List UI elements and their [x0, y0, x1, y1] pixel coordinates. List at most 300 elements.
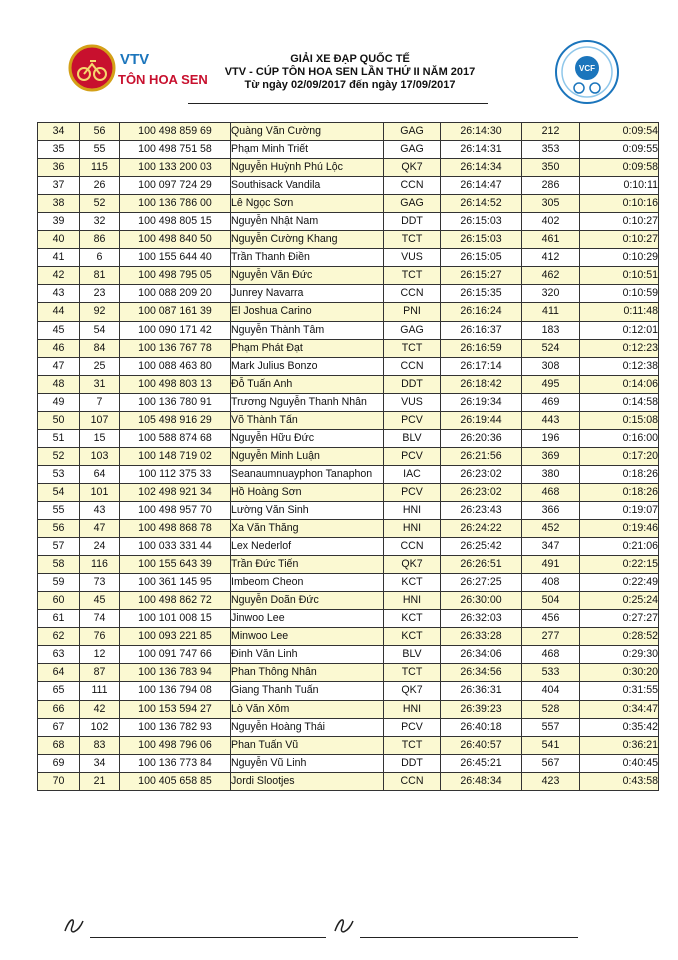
title-block [200, 52, 500, 92]
cell-uci: 100 498 805 15 [120, 213, 231, 231]
cell-bib: 45 [80, 592, 120, 610]
cell-rank: 64 [38, 664, 80, 682]
table-row [38, 213, 659, 231]
cell-time: 26:26:51 [441, 556, 522, 574]
cell-time: 26:18:42 [441, 375, 522, 393]
cell-name: Mark Julius Bonzo [231, 357, 384, 375]
table-row [38, 357, 659, 375]
cell-name: Phạm Phát Đạt [231, 339, 384, 357]
table-row [38, 592, 659, 610]
cell-name: Lường Văn Sinh [231, 501, 384, 519]
cell-time: 26:14:30 [441, 123, 522, 141]
cell-team: BLV [384, 646, 441, 664]
cell-bib: 43 [80, 501, 120, 519]
cell-gap: 0:10:51 [580, 267, 659, 285]
cell-name: Hồ Hoàng Sơn [231, 483, 384, 501]
table-row [38, 411, 659, 429]
cell-gap: 0:30:20 [580, 664, 659, 682]
cell-gap: 0:17:20 [580, 447, 659, 465]
cell-rank: 60 [38, 592, 80, 610]
cell-name: Jinwoo Lee [231, 610, 384, 628]
cell-bib: 111 [80, 682, 120, 700]
cell-time: 26:16:37 [441, 321, 522, 339]
cell-points: 495 [522, 375, 580, 393]
cell-rank: 57 [38, 538, 80, 556]
cell-name: Lê Ngọc Sơn [231, 195, 384, 213]
cell-uci: 100 498 957 70 [120, 501, 231, 519]
cell-time: 26:19:34 [441, 393, 522, 411]
cell-name: Nguyễn Minh Luận [231, 447, 384, 465]
cell-bib: 102 [80, 718, 120, 736]
header-divider [188, 103, 488, 104]
cell-gap: 0:18:26 [580, 465, 659, 483]
cell-points: 305 [522, 195, 580, 213]
cell-uci: 100 155 644 40 [120, 249, 231, 267]
cell-team: GAG [384, 123, 441, 141]
cell-time: 26:15:03 [441, 213, 522, 231]
cell-time: 26:15:05 [441, 249, 522, 267]
cell-bib: 7 [80, 393, 120, 411]
cell-points: 528 [522, 700, 580, 718]
cell-time: 26:27:25 [441, 574, 522, 592]
cell-points: 443 [522, 411, 580, 429]
cell-rank: 54 [38, 483, 80, 501]
cell-time: 26:33:28 [441, 628, 522, 646]
cell-rank: 41 [38, 249, 80, 267]
signature-line-left [90, 937, 326, 938]
cell-time: 26:16:59 [441, 339, 522, 357]
cell-team: QK7 [384, 159, 441, 177]
table-row [38, 754, 659, 772]
cell-team: GAG [384, 141, 441, 159]
cell-bib: 84 [80, 339, 120, 357]
cell-uci: 100 136 773 84 [120, 754, 231, 772]
table-row [38, 339, 659, 357]
cell-gap: 0:15:08 [580, 411, 659, 429]
cell-time: 26:14:34 [441, 159, 522, 177]
cell-gap: 0:10:29 [580, 249, 659, 267]
cell-rank: 70 [38, 772, 80, 790]
cell-points: 366 [522, 501, 580, 519]
cell-bib: 52 [80, 195, 120, 213]
cell-points: 402 [522, 213, 580, 231]
cell-points: 557 [522, 718, 580, 736]
cell-points: 286 [522, 177, 580, 195]
cell-time: 26:15:27 [441, 267, 522, 285]
table-row [38, 483, 659, 501]
table-row [38, 177, 659, 195]
cell-name: Nguyễn Doãn Đức [231, 592, 384, 610]
cell-points: 412 [522, 249, 580, 267]
cell-gap: 0:19:46 [580, 520, 659, 538]
cell-gap: 0:14:06 [580, 375, 659, 393]
cell-uci: 100 088 209 20 [120, 285, 231, 303]
cell-uci: 100 153 594 27 [120, 700, 231, 718]
cell-rank: 35 [38, 141, 80, 159]
cell-rank: 47 [38, 357, 80, 375]
cell-points: 369 [522, 447, 580, 465]
cell-uci: 100 498 840 50 [120, 231, 231, 249]
cell-uci: 100 498 796 06 [120, 736, 231, 754]
signature-line-right [360, 937, 578, 938]
cell-rank: 36 [38, 159, 80, 177]
cell-gap: 0:10:27 [580, 213, 659, 231]
cell-gap: 0:22:15 [580, 556, 659, 574]
cell-points: 504 [522, 592, 580, 610]
table-row [38, 610, 659, 628]
cell-gap: 0:25:24 [580, 592, 659, 610]
cell-uci: 100 148 719 02 [120, 447, 231, 465]
brand-bottom: TÔN HOA SEN [118, 72, 208, 87]
cell-name: Lò Văn Xôm [231, 700, 384, 718]
cell-gap: 0:10:59 [580, 285, 659, 303]
table-row [38, 447, 659, 465]
cell-uci: 100 498 803 13 [120, 375, 231, 393]
cell-name: Phan Tuấn Vũ [231, 736, 384, 754]
cell-team: CCN [384, 177, 441, 195]
cell-points: 456 [522, 610, 580, 628]
cell-gap: 0:43:58 [580, 772, 659, 790]
cell-rank: 53 [38, 465, 80, 483]
cell-team: HNI [384, 700, 441, 718]
cell-uci: 100 090 171 42 [120, 321, 231, 339]
cell-name: Nguyễn Huỳnh Phú Lộc [231, 159, 384, 177]
cell-name: Phạm Minh Triết [231, 141, 384, 159]
cell-team: CCN [384, 357, 441, 375]
cell-gap: 0:11:48 [580, 303, 659, 321]
cell-gap: 0:10:27 [580, 231, 659, 249]
cell-rank: 59 [38, 574, 80, 592]
table-row [38, 520, 659, 538]
cell-name: Nguyễn Vũ Linh [231, 754, 384, 772]
cell-bib: 83 [80, 736, 120, 754]
cell-rank: 66 [38, 700, 80, 718]
table-row [38, 628, 659, 646]
cell-uci: 100 133 200 03 [120, 159, 231, 177]
cell-uci: 100 112 375 33 [120, 465, 231, 483]
cell-uci: 100 087 161 39 [120, 303, 231, 321]
table-row [38, 538, 659, 556]
page-subtitle: VTV - CÚP TÔN HOA SEN LẦN THỨ II NĂM 2017 [224, 66, 476, 78]
table-row [38, 501, 659, 519]
cell-uci: 100 588 874 68 [120, 429, 231, 447]
cell-bib: 23 [80, 285, 120, 303]
cell-team: TCT [384, 267, 441, 285]
cell-team: GAG [384, 195, 441, 213]
cell-time: 26:14:52 [441, 195, 522, 213]
cell-name: Trương Nguyễn Thanh Nhân [231, 393, 384, 411]
cell-points: 567 [522, 754, 580, 772]
cell-bib: 76 [80, 628, 120, 646]
cell-bib: 101 [80, 483, 120, 501]
cell-bib: 32 [80, 213, 120, 231]
cell-team: KCT [384, 610, 441, 628]
cell-points: 320 [522, 285, 580, 303]
cell-bib: 55 [80, 141, 120, 159]
cell-time: 26:36:31 [441, 682, 522, 700]
cell-team: PCV [384, 411, 441, 429]
cell-bib: 74 [80, 610, 120, 628]
cell-uci: 100 498 859 69 [120, 123, 231, 141]
cell-time: 26:17:14 [441, 357, 522, 375]
cell-points: 469 [522, 393, 580, 411]
cell-gap: 0:18:26 [580, 483, 659, 501]
cell-uci: 100 498 751 58 [120, 141, 231, 159]
cell-points: 196 [522, 429, 580, 447]
cell-rank: 46 [38, 339, 80, 357]
cell-time: 26:30:00 [441, 592, 522, 610]
cell-gap: 0:12:23 [580, 339, 659, 357]
table-row [38, 285, 659, 303]
cell-team: PCV [384, 718, 441, 736]
cell-time: 26:15:35 [441, 285, 522, 303]
cell-points: 347 [522, 538, 580, 556]
cell-team: CCN [384, 772, 441, 790]
cell-points: 533 [522, 664, 580, 682]
date-range: Từ ngày 02/09/2017 đến ngày 17/09/2017 [244, 79, 456, 91]
signature-mark-right [332, 913, 356, 939]
cell-points: 468 [522, 483, 580, 501]
cell-bib: 54 [80, 321, 120, 339]
table-row [38, 465, 659, 483]
cell-gap: 0:22:49 [580, 574, 659, 592]
cell-uci: 100 093 221 85 [120, 628, 231, 646]
cell-time: 26:19:44 [441, 411, 522, 429]
cell-team: TCT [384, 664, 441, 682]
cell-gap: 0:12:01 [580, 321, 659, 339]
cell-gap: 0:36:21 [580, 736, 659, 754]
table-row [38, 249, 659, 267]
cell-name: Imbeom Cheon [231, 574, 384, 592]
cell-bib: 56 [80, 123, 120, 141]
table-row [38, 231, 659, 249]
cell-name: Quàng Văn Cường [231, 123, 384, 141]
document-header [0, 0, 678, 118]
cell-uci: 100 136 786 00 [120, 195, 231, 213]
cell-time: 26:32:03 [441, 610, 522, 628]
cell-rank: 52 [38, 447, 80, 465]
cell-bib: 103 [80, 447, 120, 465]
cell-gap: 0:09:54 [580, 123, 659, 141]
cell-time: 26:21:56 [441, 447, 522, 465]
cell-team: DDT [384, 754, 441, 772]
cell-gap: 0:19:07 [580, 501, 659, 519]
cell-rank: 37 [38, 177, 80, 195]
table-row [38, 682, 659, 700]
cell-points: 404 [522, 682, 580, 700]
cell-name: Đỗ Tuấn Anh [231, 375, 384, 393]
cell-points: 468 [522, 646, 580, 664]
cell-gap: 0:14:58 [580, 393, 659, 411]
cell-rank: 62 [38, 628, 80, 646]
cell-rank: 58 [38, 556, 80, 574]
cell-name: Junrey Navarra [231, 285, 384, 303]
cell-name: Jordi Slootjes [231, 772, 384, 790]
table-row [38, 303, 659, 321]
cell-rank: 39 [38, 213, 80, 231]
cell-bib: 24 [80, 538, 120, 556]
cell-rank: 43 [38, 285, 80, 303]
cell-uci: 105 498 916 29 [120, 411, 231, 429]
cell-uci: 100 361 145 95 [120, 574, 231, 592]
table-row [38, 736, 659, 754]
cell-gap: 0:35:42 [580, 718, 659, 736]
cell-gap: 0:21:06 [580, 538, 659, 556]
cell-rank: 51 [38, 429, 80, 447]
cell-points: 277 [522, 628, 580, 646]
cell-team: CCN [384, 538, 441, 556]
cell-points: 380 [522, 465, 580, 483]
table-row [38, 700, 659, 718]
cell-team: TCT [384, 231, 441, 249]
cell-team: DDT [384, 213, 441, 231]
cell-time: 26:20:36 [441, 429, 522, 447]
cell-rank: 42 [38, 267, 80, 285]
cell-gap: 0:27:27 [580, 610, 659, 628]
cell-rank: 45 [38, 321, 80, 339]
cell-points: 461 [522, 231, 580, 249]
cell-uci: 100 498 862 72 [120, 592, 231, 610]
table-row [38, 574, 659, 592]
cell-uci: 100 136 767 78 [120, 339, 231, 357]
cell-gap: 0:29:30 [580, 646, 659, 664]
cell-uci: 100 405 658 85 [120, 772, 231, 790]
cell-team: CCN [384, 285, 441, 303]
results-body [38, 123, 659, 791]
cell-time: 26:23:43 [441, 501, 522, 519]
cell-time: 26:23:02 [441, 483, 522, 501]
cycling-federation-badge [552, 38, 622, 106]
cell-team: VUS [384, 249, 441, 267]
cell-team: HNI [384, 501, 441, 519]
cell-uci: 100 498 795 05 [120, 267, 231, 285]
cell-time: 26:23:02 [441, 465, 522, 483]
cell-uci: 102 498 921 34 [120, 483, 231, 501]
cell-uci: 100 088 463 80 [120, 357, 231, 375]
cell-bib: 15 [80, 429, 120, 447]
results-table [37, 122, 659, 791]
table-row [38, 123, 659, 141]
cell-name: Nguyễn Hữu Đức [231, 429, 384, 447]
cell-name: Nguyễn Thành Tâm [231, 321, 384, 339]
cell-bib: 86 [80, 231, 120, 249]
cell-gap: 0:10:16 [580, 195, 659, 213]
cell-bib: 116 [80, 556, 120, 574]
cell-bib: 34 [80, 754, 120, 772]
cell-name: Minwoo Lee [231, 628, 384, 646]
table-row [38, 646, 659, 664]
cell-rank: 38 [38, 195, 80, 213]
cell-bib: 6 [80, 249, 120, 267]
cell-rank: 65 [38, 682, 80, 700]
cell-team: IAC [384, 465, 441, 483]
vtv-ton-hoa-sen-logo [68, 44, 218, 92]
cell-name: Đinh Văn Linh [231, 646, 384, 664]
cell-gap: 0:31:55 [580, 682, 659, 700]
table-row [38, 664, 659, 682]
cell-bib: 107 [80, 411, 120, 429]
cell-team: TCT [384, 736, 441, 754]
cell-team: KCT [384, 574, 441, 592]
cell-gap: 0:28:52 [580, 628, 659, 646]
cell-name: Nguyễn Cường Khang [231, 231, 384, 249]
cell-bib: 64 [80, 465, 120, 483]
table-row [38, 195, 659, 213]
badge-text: VCF [579, 64, 595, 73]
cell-bib: 92 [80, 303, 120, 321]
cell-team: VUS [384, 393, 441, 411]
cell-points: 491 [522, 556, 580, 574]
cell-team: GAG [384, 321, 441, 339]
cell-uci: 100 033 331 44 [120, 538, 231, 556]
cell-time: 26:48:34 [441, 772, 522, 790]
cell-time: 26:25:42 [441, 538, 522, 556]
cell-points: 212 [522, 123, 580, 141]
cell-name: Giang Thanh Tuấn [231, 682, 384, 700]
cell-rank: 68 [38, 736, 80, 754]
cell-points: 353 [522, 141, 580, 159]
cell-points: 408 [522, 574, 580, 592]
cell-rank: 34 [38, 123, 80, 141]
cell-name: Nguyễn Văn Đức [231, 267, 384, 285]
cell-time: 26:39:23 [441, 700, 522, 718]
cell-time: 26:34:56 [441, 664, 522, 682]
cell-team: QK7 [384, 556, 441, 574]
cell-time: 26:15:03 [441, 231, 522, 249]
table-row [38, 321, 659, 339]
cell-name: Xa Văn Thăng [231, 520, 384, 538]
cell-rank: 61 [38, 610, 80, 628]
cell-uci: 100 097 724 29 [120, 177, 231, 195]
cell-name: Nguyễn Nhật Nam [231, 213, 384, 231]
table-row [38, 267, 659, 285]
cell-gap: 0:34:47 [580, 700, 659, 718]
cell-time: 26:34:06 [441, 646, 522, 664]
cell-team: KCT [384, 628, 441, 646]
cell-uci: 100 136 794 08 [120, 682, 231, 700]
cell-name: Trần Đức Tiến [231, 556, 384, 574]
cell-bib: 12 [80, 646, 120, 664]
cell-points: 524 [522, 339, 580, 357]
cell-time: 26:40:57 [441, 736, 522, 754]
cell-points: 308 [522, 357, 580, 375]
cell-time: 26:45:21 [441, 754, 522, 772]
table-row [38, 718, 659, 736]
cell-uci: 100 101 008 15 [120, 610, 231, 628]
table-row [38, 141, 659, 159]
cell-rank: 69 [38, 754, 80, 772]
brand-top: VTV [120, 51, 150, 68]
cell-bib: 42 [80, 700, 120, 718]
table-row [38, 393, 659, 411]
cell-rank: 40 [38, 231, 80, 249]
cell-uci: 100 155 643 39 [120, 556, 231, 574]
cell-name: Phan Thông Nhân [231, 664, 384, 682]
cell-points: 350 [522, 159, 580, 177]
cell-name: Nguyễn Hoàng Thái [231, 718, 384, 736]
cell-bib: 87 [80, 664, 120, 682]
cell-bib: 81 [80, 267, 120, 285]
page-title: GIẢI XE ĐẠP QUỐC TẾ [290, 53, 410, 65]
cell-team: QK7 [384, 682, 441, 700]
cell-points: 462 [522, 267, 580, 285]
cell-name: Southisack Vandila [231, 177, 384, 195]
cell-name: Seanaumnuayphon Tanaphon [231, 465, 384, 483]
cell-bib: 115 [80, 159, 120, 177]
table-row [38, 556, 659, 574]
cell-uci: 100 091 747 66 [120, 646, 231, 664]
cell-name: El Joshua Carino [231, 303, 384, 321]
